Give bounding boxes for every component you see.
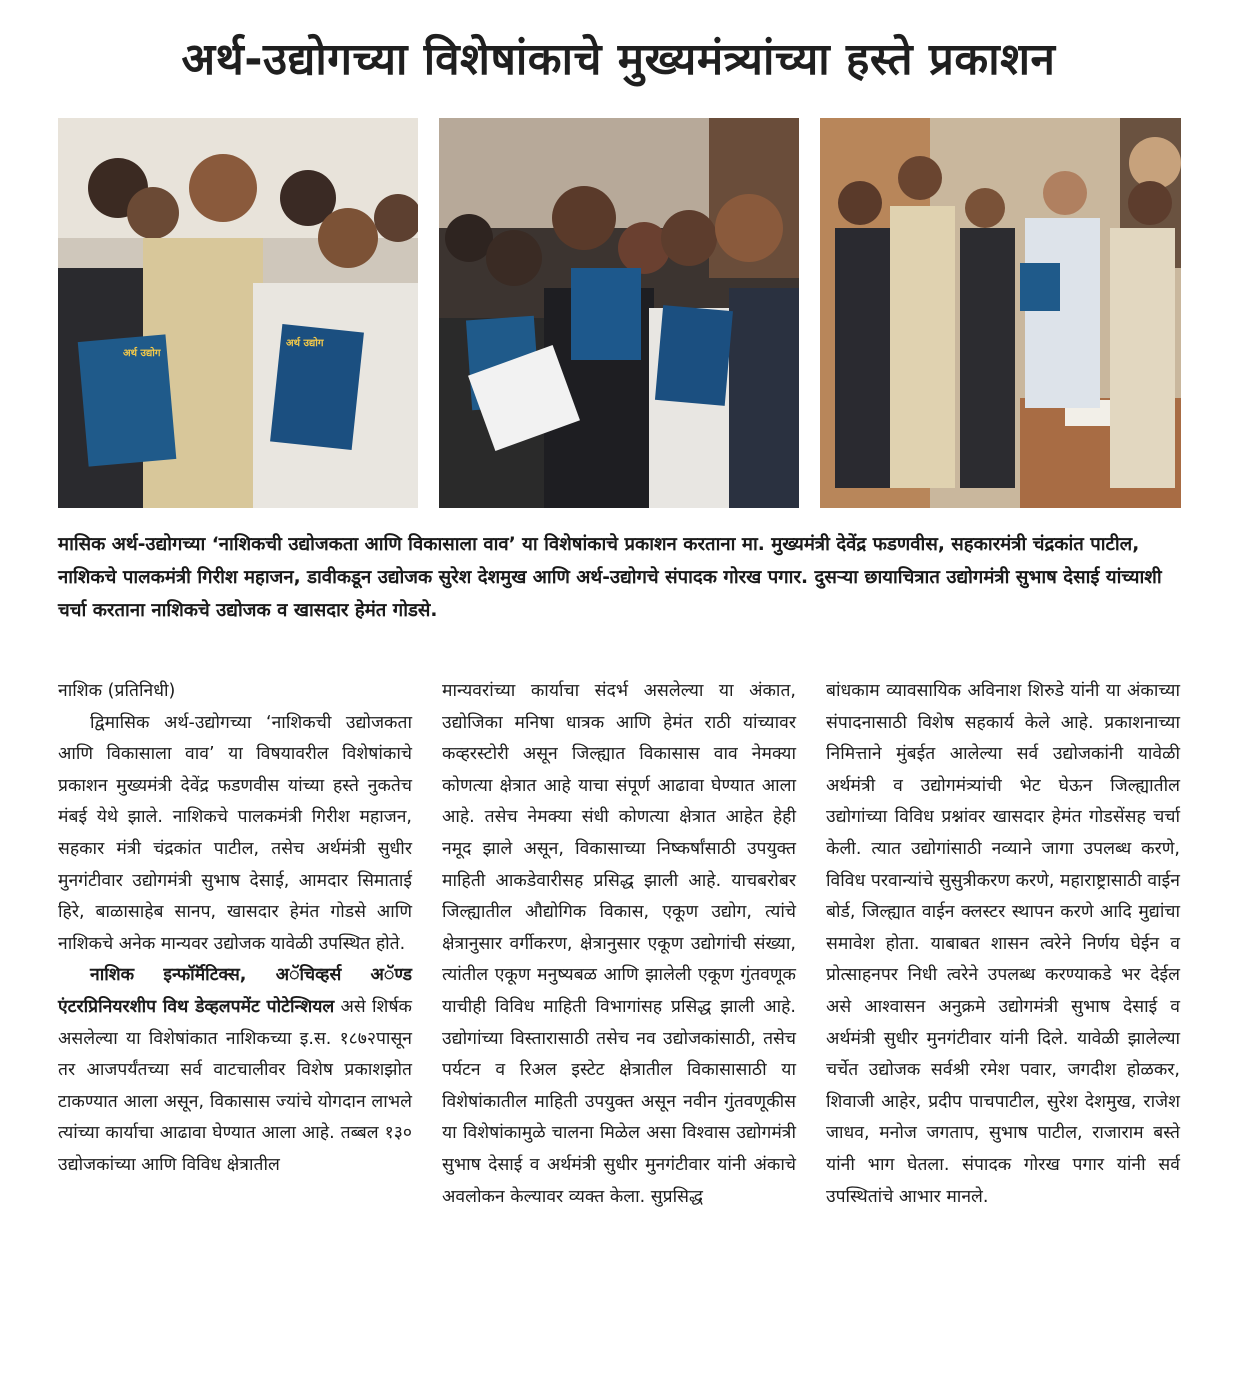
article-paragraph-2-text: असे शिर्षक असलेल्या या विशेषांकात नाशिकच्या इ.स. १८७२पासून तर आजपर्यंतच्या सर्व वाटचालीवर विशेष प्रकाशझोत टाकण्यात आला असून, विकासास ज्यांचे योगदान लाभले त्यांच्या कार्याचा आढावा घेण्यात आला आहे. तब्बल १३० उद्योजकांच्या आणि विविध क्षेत्रातील <box>58 996 412 1175</box>
article-column-1 <box>58 676 412 1182</box>
photo-magazine-launch-2 <box>439 118 799 508</box>
article-paragraph-2-bold-title: नाशिक इन्फॉर्मॅटिक्स, अॅचिव्हर्स अॅण्ड एंटरप्रिनियरशीप विथ डेव्हलपमेंट पोटेन्शियल <box>58 965 412 1017</box>
magazine-label-1: अर्थ उद्योग <box>123 348 161 359</box>
article-column-2 <box>442 676 796 1213</box>
article-column-3 <box>826 676 1180 1213</box>
photo-magazine-launch-1 <box>58 118 418 508</box>
article-dateline: नाशिक (प्रतिनिधी) <box>58 681 176 701</box>
article-column-3-text: बांधकाम व्यावसायिक अविनाश शिरुडे यांनी या अंकाच्या संपादनासाठी विशेष सहकार्य केले आहे. प्रकाशनाच्या निमित्ताने मुंबईत आलेल्या सर्व उद्योजकांनी यावेळी अर्थमंत्री व उद्योगमंत्र्यांची भेट घेऊन जिल्ह्यातील उद्योगांच्या विविध प्रश्नांवर खासदार हेमंत गोडसेंसह चर्चा केली. त्यात उद्योगांसाठी नव्याने जागा उपलब्ध करणे, विविध परवान्यांचे सुसुत्रीकरण करणे, महाराष्ट्रासाठी वाईन बोर्ड, जिल्ह्यात वाईन क्लस्टर स्थापन करणे आदि मुद्यांचा समावेश होता. याबाबत शासन त्वरेने निर्णय घेईन व प्रोत्साहनपर निधी त्वरेने उपलब्ध करण्याकडे भर देईल असे आश्वासन अनुक्रमे उद्योगमंत्री सुभाष देसाई व अर्थमंत्री सुधीर मुनगंटीवार यांनी दिले. यावेळी झालेल्या चर्चेत उद्योजक सर्वश्री रमेश पवार, जगदीश होळकर, शिवाजी आहेर, प्रदीप पाचपाटील, सुरेश देशमुख, राजेश जाधव, मनोज जगताप, सुभाष पाटील, राजाराम बस्ते यांनी भाग घेतला. संपादक गोरख पगार यांनी सर्व उपस्थितांचे आभार मानले. <box>826 681 1180 1207</box>
magazine-label-2: अर्थ उद्योग <box>286 338 324 349</box>
article-column-2-text: मान्यवरांच्या कार्याचा संदर्भ असलेल्या या अंकात, उद्योजिका मनिषा धात्रक आणि हेमंत राठी यांच्यावर कव्हरस्टोरी असून जिल्ह्यात विकासास वाव नेमक्या कोणत्या क्षेत्रात आहे याचा संपूर्ण आढावा घेण्यात आला आहे. तसेच नेमक्या संधी कोणत्या क्षेत्रात आहेत हेही नमूद झाले असून, विकासाच्या निष्कर्षांसाठी उपयुक्त माहिती आकडेवारीसह प्रसिद्ध झाली आहे. याचबरोबर जिल्ह्यातील औद्योगिक विकास, एकूण उद्योग, त्यांचे क्षेत्रानुसार वर्गीकरण, क्षेत्रानुसार एकूण उद्योगांची संख्या, त्यांतील एकूण मनुष्यबळ आणि झालेली एकूण गुंतवणूक याचीही विविध माहिती विभागांसह प्रसिद्ध झाली आहे. उद्योगांच्या विस्तारासाठी तसेच नव उद्योजकांसाठी, तसेच पर्यटन व रिअल इस्टेट क्षेत्रातील विकासासाठी या विशेषांकातील माहिती उपयुक्त असून नवीन गुंतवणूकीस या विशेषांकामुळे चालना मिळेल असा विश्वास उद्योगमंत्री सुभाष देसाई व अर्थमंत्री सुधीर मुनगंटीवार यांनी अंकाचे अवलोकन केल्यावर व्यक्त केला. सुप्रसिद्ध <box>442 681 796 1207</box>
photo-caption: मासिक अर्थ-उद्योगच्या ‘नाशिकची उद्योजकता आणि विकासाला वाव’ या विशेषांकाचे प्रकाशन करताना मा. मुख्यमंत्री देवेंद्र फडणवीस, सहकारमंत्री चंद्रकांत पाटील, नाशिकचे पालकमंत्री गिरीश महाजन, डावीकडून उद्योजक सुरेश देशमुख आणि अर्थ-उद्योगचे संपादक गोरख पगार. दुसऱ्या छायाचित्रात उद्योगमंत्री सुभाष देसाई यांच्याशी चर्चा करताना नाशिकचे उद्योजक व खासदार हेमंत गोडसे. <box>58 534 1162 621</box>
photo-meeting-with-minister <box>820 118 1181 508</box>
headline: अर्थ-उद्योगच्या विशेषांकाचे मुख्यमंत्र्यांच्या हस्ते प्रकाशन <box>181 34 1056 85</box>
article-paragraph-1: द्विमासिक अर्थ-उद्योगच्या ‘नाशिकची उद्योजकता आणि विकासाला वाव’ या विषयावरील विशेषांकाचे प्रकाशन मुख्यमंत्री देवेंद्र फडणवीस यांच्या हस्ते नुकतेच मंबई येथे झाले. नाशिकचे पालकमंत्री गिरीश महाजन, सहकार मंत्री चंद्रकांत पाटील, तसेच अर्थमंत्री सुधीर मुनगंटीवार उद्योगमंत्री सुभाष देसाई, आमदार सिमाताई हिरे, बाळासाहेब सानप, खासदार हेमंत गोडसे आणि नाशिकचे अनेक मान्यवर उद्योजक यावेळी उपस्थित होते. <box>58 712 412 954</box>
article-paragraph-2 <box>58 960 412 1181</box>
